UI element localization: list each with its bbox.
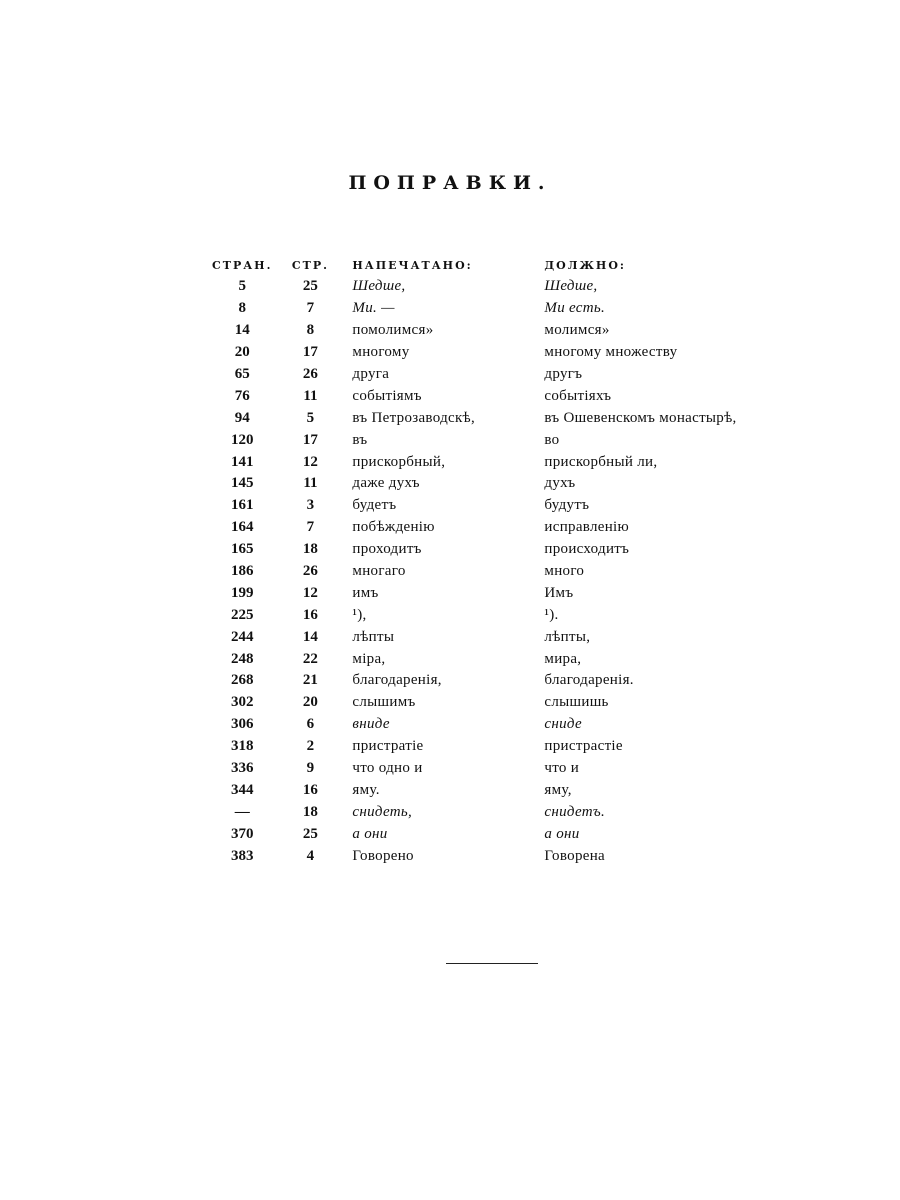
- table-row: [212, 736, 794, 758]
- correct-text-cell: сниде: [544, 716, 582, 733]
- correct-text-cell: благодаренія.: [544, 672, 634, 689]
- page-number-cell: —: [234, 803, 250, 820]
- line-number-cell: 16: [302, 781, 318, 798]
- correct-text-cell: Имъ: [544, 584, 574, 601]
- correct-text-cell: исправленію: [544, 519, 630, 536]
- correct-text-cell: во: [544, 431, 560, 448]
- printed-text-cell: въ Петрозаводскѣ,: [352, 409, 476, 426]
- correct-text-cell: происходитъ: [544, 541, 630, 558]
- line-number-cell: 5: [306, 409, 315, 426]
- line-number-cell: 2: [306, 738, 315, 755]
- errata-body: [212, 276, 794, 867]
- printed-text-cell: имъ: [352, 584, 379, 601]
- line-number-cell: 9: [306, 760, 315, 777]
- table-row: [212, 758, 794, 780]
- page-number-cell: 244: [230, 628, 254, 645]
- table-row: [212, 845, 794, 867]
- line-number-cell: 11: [303, 475, 318, 492]
- page-number-cell: 344: [230, 781, 254, 798]
- line-number-cell: 12: [302, 584, 318, 601]
- line-number-cell: 22: [302, 650, 318, 667]
- correct-text-cell: много: [544, 563, 585, 580]
- printed-text-cell: событіямъ: [352, 387, 422, 404]
- line-number-cell: 3: [306, 497, 315, 514]
- line-number-cell: 7: [306, 300, 315, 317]
- column-header-printed: НАПЕЧАТАНО:: [352, 259, 473, 272]
- table-row: [212, 692, 794, 714]
- correct-text-cell: лѣпты,: [544, 628, 591, 645]
- page-title: ПОПРАВКИ.: [348, 172, 552, 194]
- correct-text-cell: многому множеству: [544, 344, 678, 361]
- line-number-cell: 11: [303, 387, 318, 404]
- printed-text-cell: побѣжденію: [352, 519, 435, 536]
- table-row: [212, 298, 794, 320]
- table-row: [212, 342, 794, 364]
- line-number-cell: 20: [302, 694, 318, 711]
- printed-text-cell: помолимся»: [352, 322, 434, 339]
- printed-text-cell: лѣпты: [352, 628, 395, 645]
- printed-text-cell: многаго: [352, 563, 406, 580]
- page-number-cell: 383: [230, 847, 254, 864]
- table-row: [212, 582, 794, 604]
- page-number-cell: 120: [230, 431, 254, 448]
- line-number-cell: 4: [306, 847, 315, 864]
- table-row: [212, 320, 794, 342]
- printed-text-cell: Ми. —: [352, 300, 395, 317]
- correct-text-cell: Шедше,: [544, 278, 598, 295]
- table-row: [212, 714, 794, 736]
- page-number-cell: 336: [230, 760, 254, 777]
- page-number-cell: 145: [230, 475, 254, 492]
- correct-text-cell: мира,: [544, 650, 582, 667]
- table-row: [212, 407, 794, 429]
- printed-text-cell: благодаренія,: [352, 672, 442, 689]
- table-row: [212, 517, 794, 539]
- table-row: [212, 495, 794, 517]
- line-number-cell: 25: [302, 825, 318, 842]
- printed-text-cell: проходитъ: [352, 541, 422, 558]
- line-number-cell: 8: [306, 322, 315, 339]
- line-number-cell: 26: [302, 366, 318, 382]
- errata-table: [212, 252, 794, 867]
- page-number-cell: 199: [230, 584, 254, 601]
- printed-text-cell: друга: [352, 366, 390, 382]
- correct-text-cell: Ми есть.: [544, 300, 606, 317]
- table-row: [212, 604, 794, 626]
- closing-rule: [446, 963, 538, 964]
- correct-text-cell: въ Ошевенскомъ монастырѣ,: [544, 409, 737, 426]
- printed-text-cell: а они: [352, 825, 388, 842]
- correct-text-cell: Говорена: [544, 847, 605, 864]
- column-header-correct: ДОЛЖНО:: [544, 259, 626, 272]
- table-row: [212, 648, 794, 670]
- page-number-cell: 164: [230, 519, 254, 536]
- table-row: [212, 801, 794, 823]
- table-row: [212, 451, 794, 473]
- table-row: [212, 429, 794, 451]
- page-number-cell: 186: [230, 563, 254, 580]
- line-number-cell: 6: [306, 716, 315, 733]
- page-number-cell: 165: [230, 541, 254, 558]
- table-row: [212, 276, 794, 298]
- line-number-cell: 7: [306, 519, 315, 536]
- page-number-cell: 161: [230, 497, 254, 514]
- line-number-cell: 18: [302, 541, 318, 558]
- printed-text-cell: слышимъ: [352, 694, 416, 711]
- column-header-line: СТР.: [291, 259, 329, 272]
- printed-text-cell: въ: [352, 431, 368, 448]
- printed-text-cell: даже духъ: [352, 475, 420, 492]
- table-row: [212, 823, 794, 845]
- printed-text-cell: яму.: [352, 781, 380, 798]
- page-number-cell: 14: [234, 322, 250, 339]
- line-number-cell: 18: [302, 803, 318, 820]
- correct-text-cell: прискорбный ли,: [544, 453, 658, 470]
- table-row: [212, 779, 794, 801]
- line-number-cell: 14: [302, 628, 318, 645]
- printed-text-cell: Шедше,: [352, 278, 406, 295]
- page-number-cell: 5: [238, 278, 246, 295]
- page-number-cell: 268: [230, 672, 254, 689]
- table-row: [212, 473, 794, 495]
- page-number-cell: 225: [230, 606, 254, 623]
- line-number-cell: 16: [302, 606, 318, 623]
- header-row: [212, 252, 794, 276]
- table-row: [212, 385, 794, 407]
- page-number-cell: 141: [230, 453, 254, 470]
- printed-text-cell: будетъ: [352, 497, 397, 514]
- page-number-cell: 306: [230, 716, 254, 733]
- correct-text-cell: что и: [544, 760, 580, 777]
- correct-text-cell: снидетъ.: [544, 803, 606, 820]
- printed-text-cell: многому: [352, 344, 410, 361]
- page-number-cell: 94: [234, 409, 250, 426]
- correct-text-cell: другъ: [544, 366, 583, 382]
- line-number-cell: 21: [302, 672, 318, 689]
- correct-text-cell: пристрастіе: [544, 738, 623, 755]
- printed-text-cell: что одно и: [352, 760, 423, 777]
- page-number-cell: 20: [234, 344, 250, 361]
- line-number-cell: 26: [302, 563, 318, 580]
- line-number-cell: 25: [302, 278, 318, 295]
- page-number-cell: 302: [230, 694, 254, 711]
- page-number-cell: 248: [230, 650, 254, 667]
- page-number-cell: 76: [234, 387, 250, 404]
- printed-text-cell: пристратіе: [352, 738, 424, 755]
- page-number-cell: 65: [234, 366, 250, 382]
- correct-text-cell: молимся»: [544, 322, 610, 339]
- correct-text-cell: а они: [544, 825, 580, 842]
- printed-text-cell: вниде: [352, 716, 390, 733]
- table-row: [212, 364, 794, 386]
- printed-text-cell: прискорбный,: [352, 453, 446, 470]
- correct-text-cell: яму,: [544, 781, 572, 798]
- correct-text-cell: духъ: [544, 475, 576, 492]
- printed-text-cell: Говорено: [352, 847, 414, 864]
- table-row: [212, 539, 794, 561]
- correct-text-cell: событіяхъ: [544, 387, 612, 404]
- line-number-cell: 17: [302, 431, 318, 448]
- line-number-cell: 17: [302, 344, 318, 361]
- printed-text-cell: міра,: [352, 650, 386, 667]
- page-number-cell: 8: [238, 300, 246, 317]
- correct-text-cell: будутъ: [544, 497, 590, 514]
- printed-text-cell: снидеть,: [352, 803, 413, 820]
- page-number-cell: 318: [230, 738, 254, 755]
- table-row: [212, 626, 794, 648]
- page-number-cell: 370: [230, 825, 254, 842]
- table-row: [212, 670, 794, 692]
- column-header-page: СТРАН.: [212, 259, 273, 272]
- correct-text-cell: слышишь: [544, 694, 609, 711]
- correct-text-cell: ¹).: [544, 606, 559, 623]
- line-number-cell: 12: [302, 453, 318, 470]
- table-row: [212, 561, 794, 583]
- printed-text-cell: ¹),: [352, 606, 367, 623]
